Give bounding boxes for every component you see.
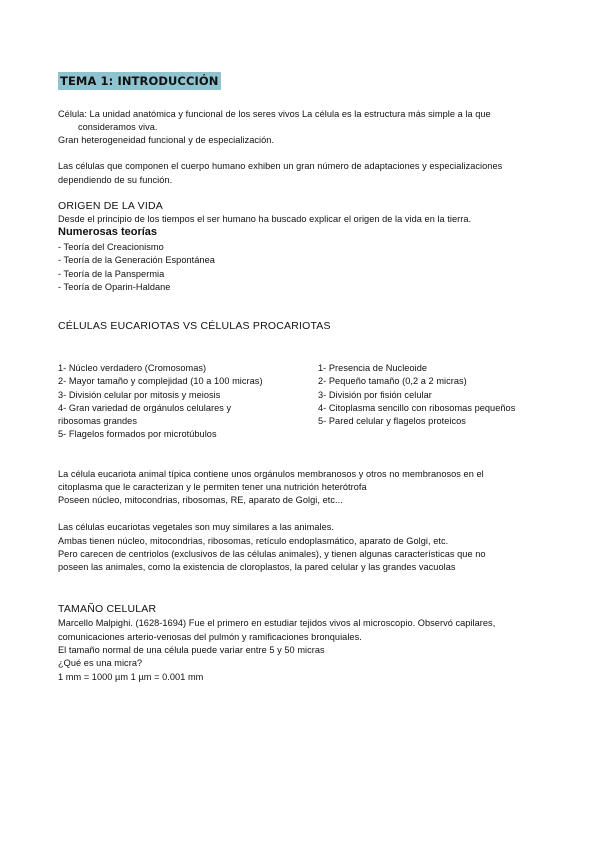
size-line-1: Marcello Malpighi. (1628-1694) Fue el primero en estudiar tejidos vivos al microscopio. Observó capilares, <box>58 618 496 628</box>
eukaryote-item: 1- Núcleo verdadero (Cromosomas) <box>58 363 207 373</box>
prokaryote-item: 1- Presencia de Nucleoide <box>318 363 428 373</box>
eukaryote-item: 5- Flagelos formados por microtúbulos <box>58 429 217 439</box>
animal-cell-line-3: Poseen núcleo, mitocondrias, ribosomas, RE, aparato de Golgi, etc... <box>58 495 343 505</box>
prokaryote-item: 2- Pequeño tamaño (0,2 a 2 micras) <box>318 376 467 386</box>
theory-item: - Teoría de la Panspermia <box>58 269 165 279</box>
page-title: TEMA 1: INTRODUCCIÓN <box>58 72 221 90</box>
animal-cell-line-1: La célula eucariota animal típica contiene unos orgánulos membranosos y otros no membranosos en el <box>58 469 484 479</box>
animal-cell-line-2: citoplasma que le caracterizan y le permiten tener una nutrición heterótrofa <box>58 482 367 492</box>
intro-line-3: Gran heterogeneidad funcional y de especialización. <box>58 135 275 145</box>
origin-heading: ORIGEN DE LA VIDA <box>58 200 163 212</box>
plant-cell-line-1: Las células eucariotas vegetales son muy similares a las animales. <box>58 522 334 532</box>
size-line-3: El tamaño normal de una célula puede variar entre 5 y 50 micras <box>58 645 325 655</box>
intro-paragraph-2-line-1: Las células que componen el cuerpo humano exhiben un gran número de adaptaciones y especializaciones <box>58 161 503 171</box>
eukaryote-item: 4- Gran variedad de orgánulos celulares y <box>58 403 232 413</box>
intro-paragraph-2-line-2: dependiendo de su función. <box>58 175 173 185</box>
size-line-2: comunicaciones arterio-venosas del pulmón y ramificaciones bronquiales. <box>58 632 362 642</box>
prokaryote-item: 3- División por fisión celular <box>318 390 432 400</box>
size-line-5: 1 mm = 1000 µm 1 µm = 0.001 mm <box>58 672 204 682</box>
eukaryote-item: 2- Mayor tamaño y complejidad (10 a 100 micras) <box>58 376 263 386</box>
plant-cell-line-4: poseen las animales, como la existencia de cloroplastos, la pared celular y las grandes vacuolas <box>58 562 456 572</box>
theory-item: - Teoría del Creacionismo <box>58 242 164 252</box>
intro-line-2: consideramos viva. <box>78 122 158 132</box>
plant-cell-line-2: Ambas tienen núcleo, mitocondrias, ribosomas, retículo endoplasmático, aparato de Golgi, etc. <box>58 536 449 546</box>
size-line-4: ¿Qué es una micra? <box>58 658 143 668</box>
eukaryote-item: ribosomas grandes <box>58 416 137 426</box>
theory-item: - Teoría de Oparin-Haldane <box>58 282 171 292</box>
size-heading: TAMAÑO CELULAR <box>58 603 157 615</box>
comparison-heading: CÉLULAS EUCARIOTAS VS CÉLULAS PROCARIOTAS <box>58 320 331 332</box>
theories-subheading: Numerosas teorías <box>58 226 158 238</box>
prokaryote-item: 4- Citoplasma sencillo con ribosomas pequeños <box>318 403 516 413</box>
origin-text: Desde el principio de los tiempos el ser humano ha buscado explicar el origen de la vida en la tierra. <box>58 214 472 224</box>
intro-line-1: Célula: La unidad anatómica y funcional de los seres vivos La célula es la estructura más simple a la que <box>58 109 491 119</box>
prokaryote-item: 5- Pared celular y flagelos proteicos <box>318 416 466 426</box>
theory-item: - Teoría de la Generación Espontánea <box>58 255 215 265</box>
eukaryote-item: 3- División celular por mitosis y meiosis <box>58 390 221 400</box>
plant-cell-line-3: Pero carecen de centriolos (exclusivos de las células animales), y tienen algunas características que no <box>58 549 486 559</box>
